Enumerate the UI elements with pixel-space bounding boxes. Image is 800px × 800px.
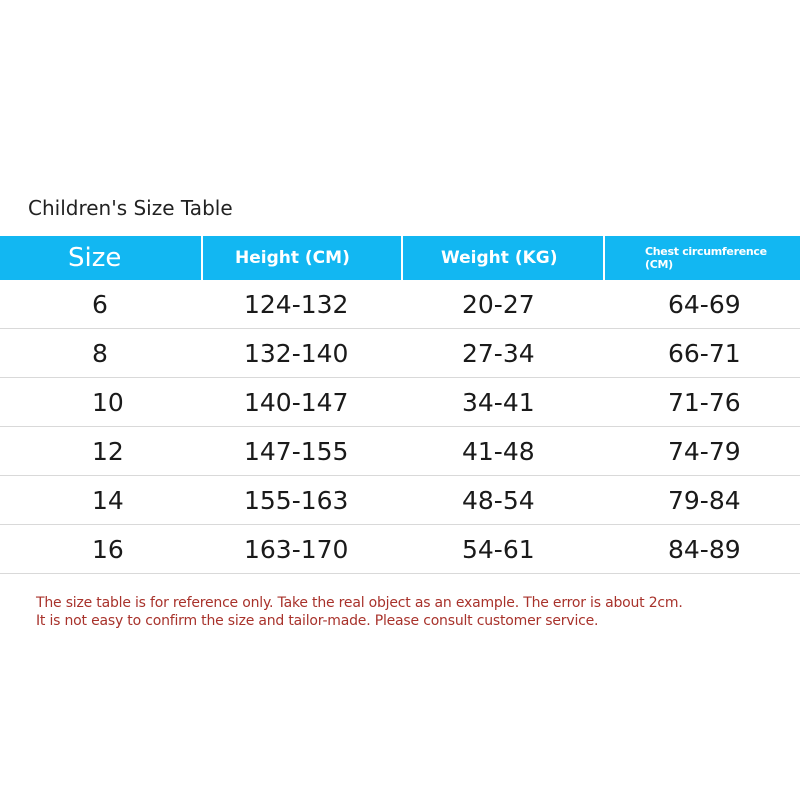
table-row <box>0 476 800 525</box>
table-row <box>0 280 800 329</box>
column-header-size: Size <box>0 236 202 280</box>
cell-weight: 48-54 <box>402 476 604 525</box>
cell-size: 6 <box>0 280 202 329</box>
cell-weight: 20-27 <box>402 280 604 329</box>
cell-height: 147-155 <box>202 427 402 476</box>
cell-chest: 79-84 <box>604 476 800 525</box>
cell-size: 14 <box>0 476 202 525</box>
cell-chest: 66-71 <box>604 329 800 378</box>
cell-height: 155-163 <box>202 476 402 525</box>
cell-chest: 74-79 <box>604 427 800 476</box>
column-header-height: Height (CM) <box>202 236 402 280</box>
column-header-weight: Weight (KG) <box>402 236 604 280</box>
cell-chest: 84-89 <box>604 525 800 574</box>
cell-height: 132-140 <box>202 329 402 378</box>
column-header-chest-line1: Chest circumference <box>645 245 767 258</box>
size-table <box>0 236 800 574</box>
page-title: Children's Size Table <box>28 196 233 220</box>
disclaimer-line: The size table is for reference only. Take the real object as an example. The error is about 2cm. <box>36 595 683 611</box>
cell-weight: 54-61 <box>402 525 604 574</box>
table-row <box>0 378 800 427</box>
cell-size: 8 <box>0 329 202 378</box>
cell-size: 10 <box>0 378 202 427</box>
cell-height: 124-132 <box>202 280 402 329</box>
cell-weight: 27-34 <box>402 329 604 378</box>
disclaimer-line: It is not easy to confirm the size and tailor-made. Please consult customer service. <box>36 613 599 629</box>
cell-height: 163-170 <box>202 525 402 574</box>
column-header-chest-line2: (CM) <box>645 258 673 271</box>
table-row <box>0 427 800 476</box>
cell-height: 140-147 <box>202 378 402 427</box>
cell-size: 16 <box>0 525 202 574</box>
table-row <box>0 329 800 378</box>
cell-weight: 34-41 <box>402 378 604 427</box>
cell-chest: 71-76 <box>604 378 800 427</box>
cell-chest: 64-69 <box>604 280 800 329</box>
table-header-row <box>0 236 800 280</box>
cell-size: 12 <box>0 427 202 476</box>
cell-weight: 41-48 <box>402 427 604 476</box>
disclaimer-notes <box>36 594 683 630</box>
table-row <box>0 525 800 574</box>
column-header-chest <box>604 236 800 280</box>
